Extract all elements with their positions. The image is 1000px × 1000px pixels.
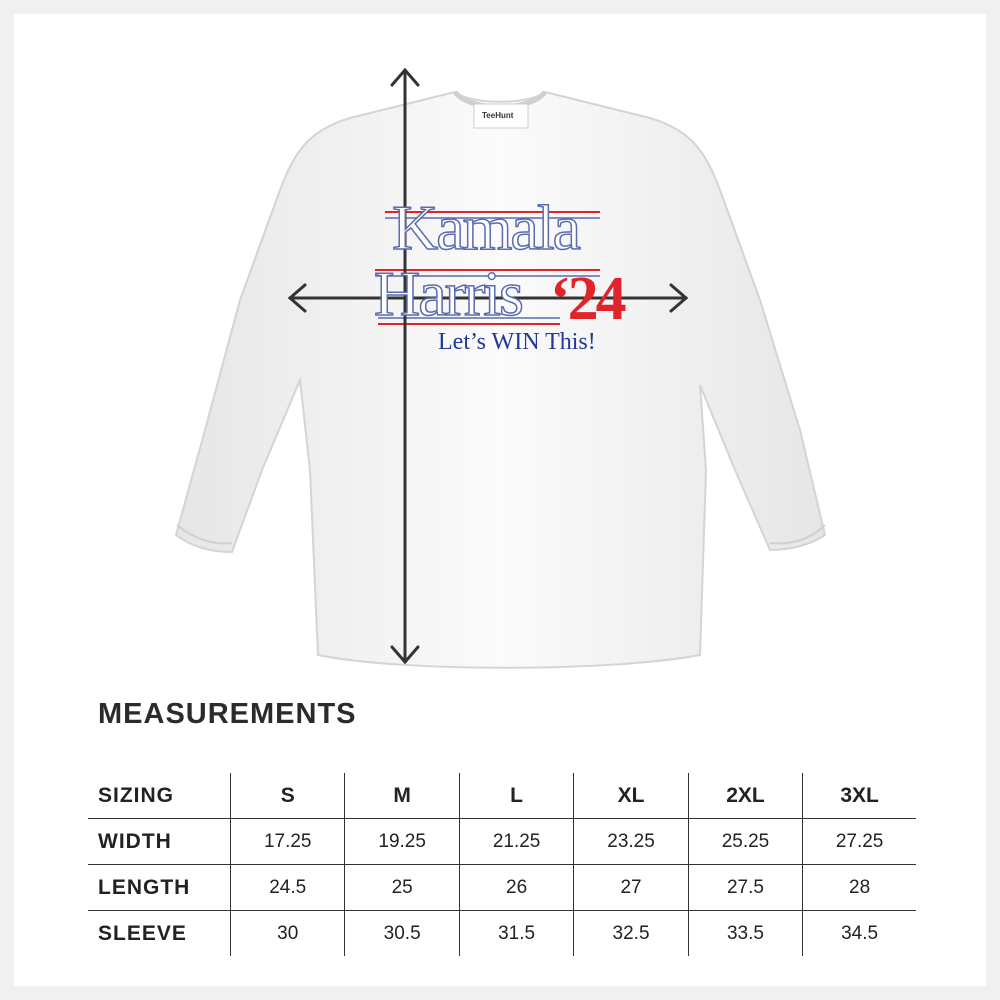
shirt-tag-brand: TeeHunt: [482, 111, 514, 120]
table-cell: 25: [345, 865, 459, 911]
table-cell: 25.25: [688, 819, 802, 865]
shirt-body: [176, 92, 825, 668]
print-last-name: Harris: [374, 258, 522, 329]
header-cell: L: [459, 773, 573, 819]
table-cell: 30: [231, 911, 345, 957]
table-cell: 24.5: [231, 865, 345, 911]
table-cell: 27.5: [688, 865, 802, 911]
row-label: SLEEVE: [98, 921, 187, 945]
table-cell: 27.25: [803, 819, 916, 865]
print-slogan: Let’s WIN This!: [438, 329, 596, 355]
size-chart-table: [88, 773, 916, 956]
table-cell: 17.25: [231, 819, 345, 865]
table-cell: 23.25: [574, 819, 688, 865]
header-cell: M: [345, 773, 459, 819]
print-first-name: Kamala: [392, 192, 579, 263]
table-cell: 26: [459, 865, 573, 911]
table-cell: 28: [803, 865, 916, 911]
table-cell: 27: [574, 865, 688, 911]
table-cell: 31.5: [459, 911, 573, 957]
table-header-row: [88, 773, 916, 819]
table-row: [88, 865, 916, 911]
table-cell: 19.25: [345, 819, 459, 865]
table-row: [88, 819, 916, 865]
table-cell: 34.5: [803, 911, 916, 957]
table-cell: 30.5: [345, 911, 459, 957]
header-cell: SIZING: [88, 773, 231, 819]
row-label: WIDTH: [88, 819, 231, 865]
table-cell: 32.5: [574, 911, 688, 957]
header-cell: 2XL: [688, 773, 802, 819]
table-cell: 33.5: [688, 911, 802, 957]
table-row: [88, 911, 916, 957]
header-cell: S: [231, 773, 345, 819]
header-cell: XL: [574, 773, 688, 819]
measurements-title: MEASUREMENTS: [98, 698, 357, 730]
print-year: ‘24: [550, 265, 624, 333]
header-cell: 3XL: [803, 773, 916, 819]
table-cell: 21.25: [459, 819, 573, 865]
row-label: LENGTH: [88, 865, 231, 911]
